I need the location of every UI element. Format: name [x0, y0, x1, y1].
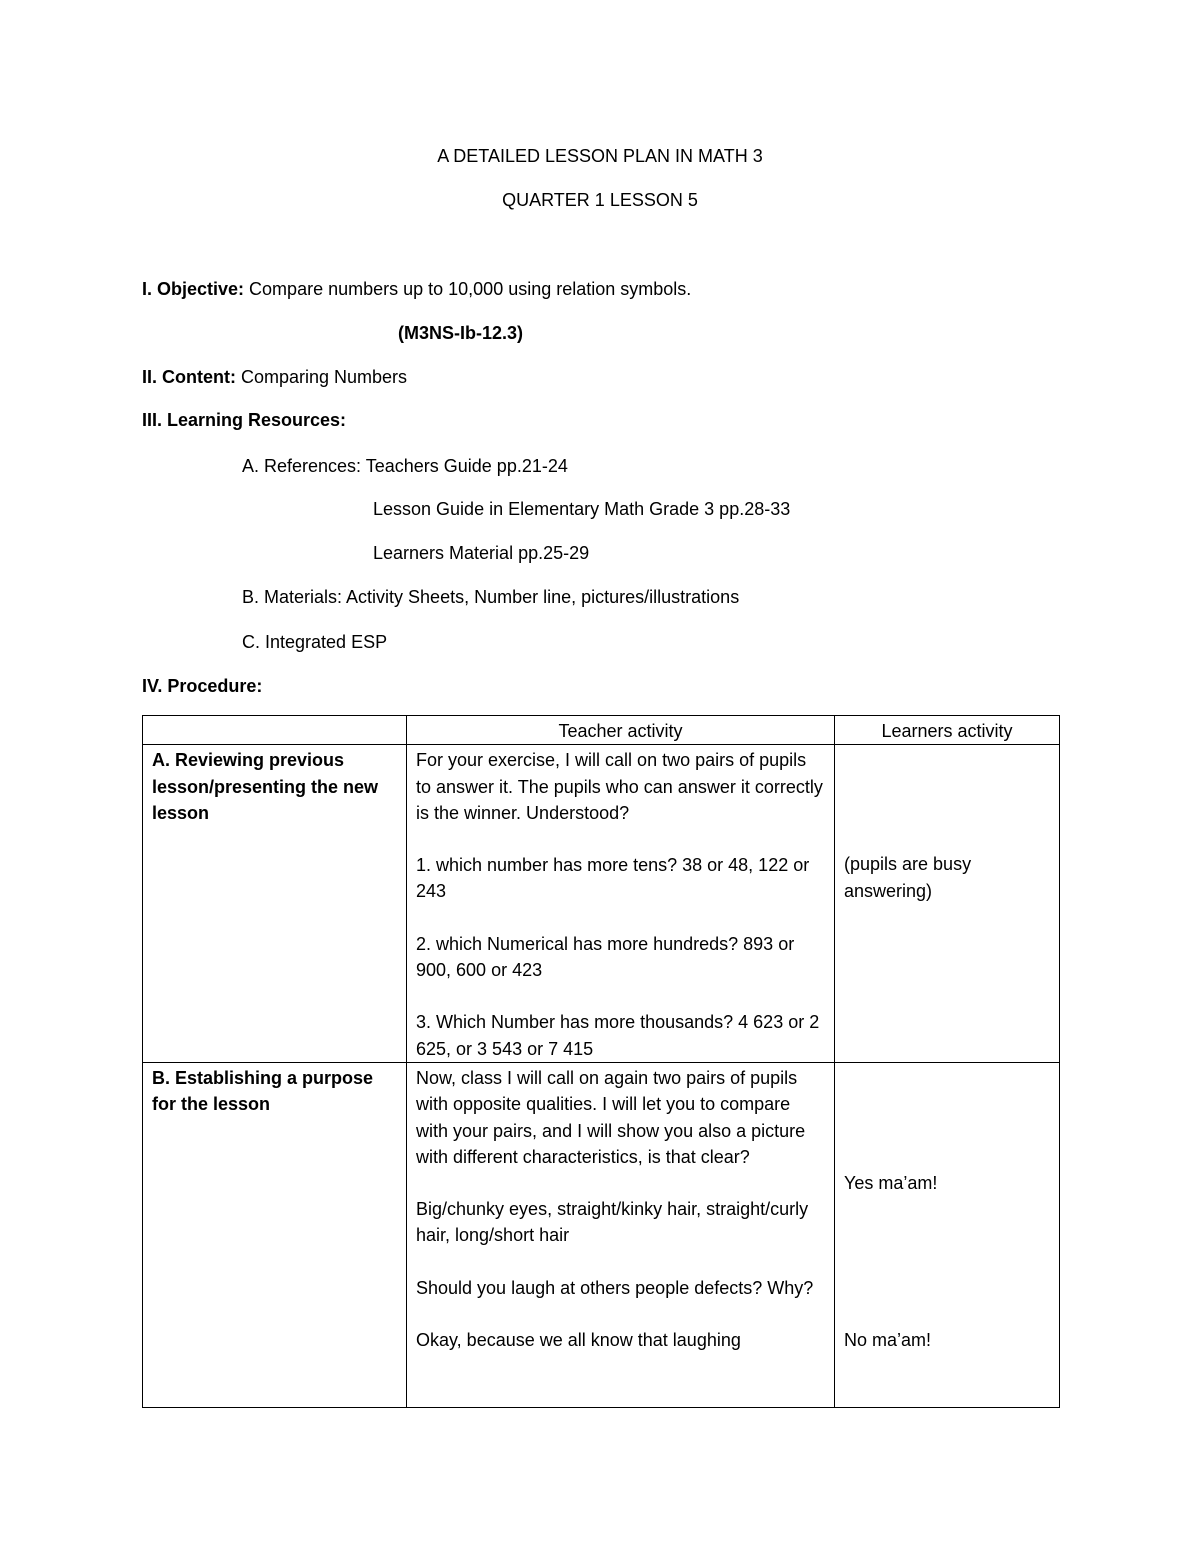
table-row: [143, 745, 1060, 1063]
resources-heading: III. Learning Resources:: [142, 410, 347, 430]
objective-label: I. Objective:: [142, 279, 245, 299]
materials-line: B. Materials: Activity Sheets, Number line, pictures/illustrations: [242, 587, 740, 607]
procedure-table: [142, 715, 1060, 1408]
teacher-paragraph: For your exercise, I will call on two pairs of pupils to answer it. The pupils who can answer it correctly is the winner. Understood?: [416, 750, 823, 823]
content-line: [142, 366, 407, 388]
header-learners-activity: Learners activity: [835, 716, 1060, 745]
teacher-paragraph: 2. which Numerical has more hundreds? 893 or 900, 600 or 423: [416, 933, 795, 981]
references-line-3: Learners Material pp.25-29: [373, 543, 590, 563]
objective-text: Compare numbers up to 10,000 using relation symbols.: [244, 279, 692, 299]
teacher-paragraph: Okay, because we all know that laughing: [416, 1330, 741, 1351]
teacher-cell: [407, 745, 835, 1063]
learner-response: (pupils are busy answering): [844, 854, 972, 901]
teacher-paragraph: Should you laugh at others people defects? Why?: [416, 1277, 814, 1298]
teacher-cell: [407, 1062, 835, 1407]
procedure-heading: IV. Procedure:: [142, 676, 263, 696]
objective-line: [142, 278, 691, 300]
header-teacher-activity: Teacher activity: [407, 716, 835, 745]
competency-code: (M3NS-Ib-12.3): [398, 323, 524, 343]
row-label: B. Establishing a purpose for the lesson: [143, 1062, 407, 1407]
learner-cell: [835, 745, 1060, 1063]
document-subtitle: QUARTER 1 LESSON 5: [502, 190, 698, 210]
teacher-paragraph: 1. which number has more tens? 38 or 48, 122 or 243: [416, 855, 810, 902]
references-line: A. References: Teachers Guide pp.21-24: [242, 456, 568, 476]
learner-cell: [835, 1062, 1060, 1407]
integration-line: C. Integrated ESP: [242, 632, 388, 652]
teacher-paragraph: Big/chunky eyes, straight/kinky hair, straight/curly hair, long/short hair: [416, 1199, 809, 1246]
content-text: Comparing Numbers: [235, 367, 408, 387]
learner-response: Yes ma’am!: [844, 1172, 938, 1193]
header-cell-empty: [143, 716, 407, 745]
content-label: II. Content:: [142, 367, 236, 387]
row-label: A. Reviewing previous lesson/presenting the new lesson: [143, 745, 407, 1063]
table-header-row: [143, 716, 1060, 745]
teacher-paragraph: Now, class I will call on again two pairs of pupils with opposite qualities. I will let you to compare with your pairs, and I will show you also a picture with different characteristics, is that clear?: [416, 1067, 806, 1167]
document-title: A DETAILED LESSON PLAN IN MATH 3: [437, 146, 763, 166]
learner-response: No ma’am!: [844, 1330, 932, 1351]
table-row: [143, 1062, 1060, 1407]
references-line-2: Lesson Guide in Elementary Math Grade 3 pp.28-33: [373, 499, 791, 519]
teacher-paragraph: 3. Which Number has more thousands? 4 623 or 2 625, or 3 543 or 7 415: [416, 1012, 820, 1059]
